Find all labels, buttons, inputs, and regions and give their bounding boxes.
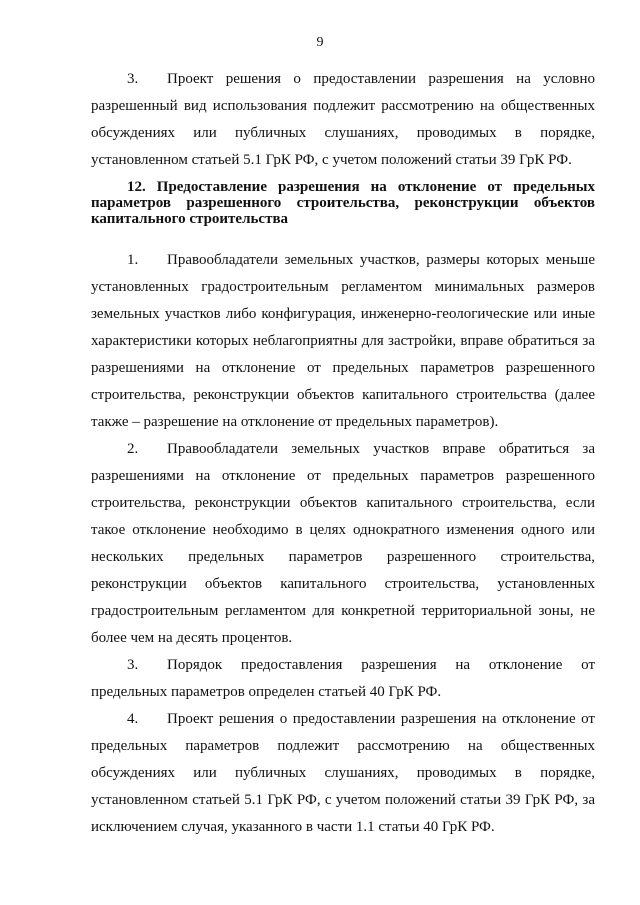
paragraph-text: Правообладатели земельных участков, размеры которых меньше установленных градостроительным регламентом минимальных размеров земельных участков либо конфигурация, инженерно-геологические или иные характеристики которых неблагоприятны для застройки, вправе обратиться за разрешениями на отклонение от предельных параметров разрешенного строительства, реконструкции объектов капитального строительства (далее также – разрешение на отклонение от предельных параметров). <box>91 252 595 430</box>
paragraph-text: Проект решения о предоставлении разрешения на отклонение от предельных параметров подлежит рассмотрению на общественных обсуждениях или публичных слушаниях, проводимых в порядке, установленном статьей 5.1 ГрК РФ, с учетом положений статьи 39 ГрК РФ, за исключением случая, указанного в части 1.1 статьи 40 ГрК РФ. <box>91 711 595 835</box>
paragraph-number: 1. <box>127 252 139 268</box>
paragraph-number: 4. <box>127 711 139 727</box>
paragraph-text: Проект решения о предоставлении разрешения на условно разрешенный вид использования подлежит рассмотрению на общественных обсуждениях или публичных слушаниях, проводимых в порядке, установленном статьей 5.1 ГрК РФ, с учетом положений статьи 39 ГрК РФ. <box>91 71 595 168</box>
page-number: 9 <box>316 35 324 50</box>
paragraph-item <box>91 247 595 436</box>
paragraph-number: 3. <box>127 71 139 87</box>
section-heading: 12. Предоставление разрешения на отклонение от предельных параметров разрешенного строительства, реконструкции объектов капитального строительства <box>91 179 595 227</box>
paragraph-text: Порядок предоставления разрешения на отклонение от предельных параметров определен статьей 40 ГрК РФ. <box>91 657 595 700</box>
paragraph-item <box>91 66 595 174</box>
paragraph-number: 3. <box>127 657 139 673</box>
paragraph-item <box>91 652 595 706</box>
paragraph-number: 2. <box>127 441 139 457</box>
paragraph-text: Правообладатели земельных участков вправе обратиться за разрешениями на отклонение от предельных параметров разрешенного строительства, реконструкции объектов капитального строительства, если такое отклонение необходимо в целях однократного изменения одного или нескольких предельных параметров разрешенного строительства, реконструкции объектов капитального строительства, установленных градостроительным регламентом для конкретной территориальной зоны, не более чем на десять процентов. <box>91 441 595 646</box>
paragraph-item <box>91 706 595 841</box>
paragraph-item <box>91 436 595 652</box>
document-body <box>91 66 595 841</box>
